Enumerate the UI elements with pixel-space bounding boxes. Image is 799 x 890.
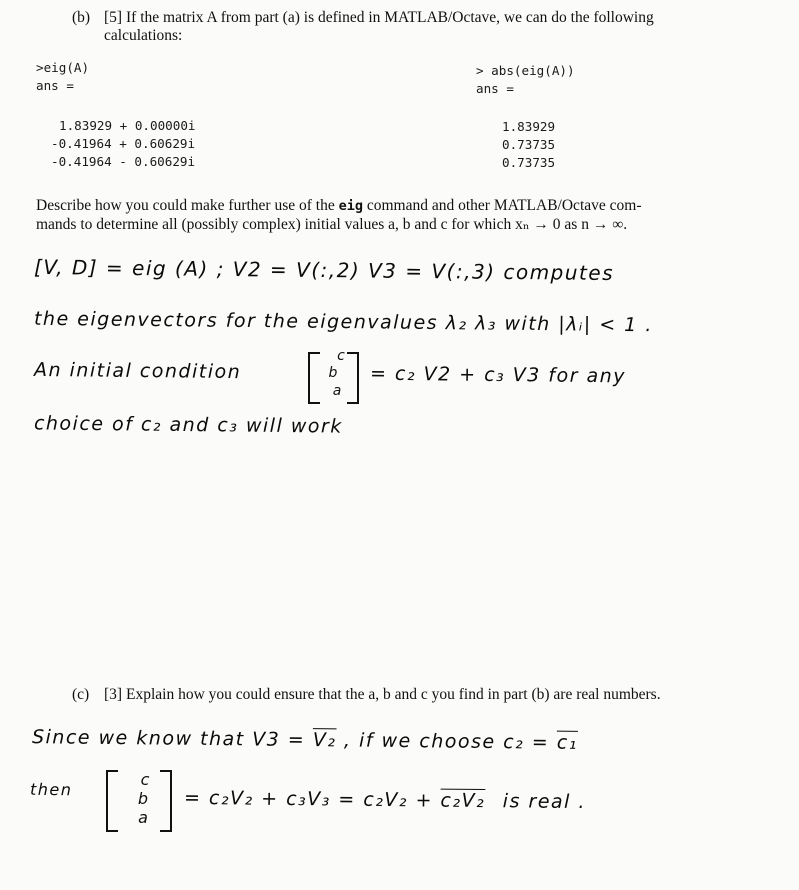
conjugate-term: c₂V₂	[440, 789, 486, 813]
vector2-entry-a: a	[138, 808, 148, 827]
answer-c-line2-a: = c₂V₂ + c₃V₃ = c₂V₂ +	[183, 786, 434, 812]
vector2-right-bracket	[160, 770, 172, 832]
matlab-right-row-2: 0.73735	[502, 137, 556, 152]
answer-c-line1-b: , if we choose c₂ =	[343, 729, 550, 754]
vector1-entry-b: b	[328, 365, 338, 381]
answer-b-line1: [V, D] = eig (A) ; V2 = V(:,2) V3 = V(:,3) computes	[33, 254, 615, 286]
answer-c-line1-a: Since we know that V3 =	[31, 726, 306, 752]
eig-command: eig	[338, 198, 363, 214]
answer-c-line2	[184, 787, 586, 813]
vector1-right-bracket	[347, 352, 359, 404]
answer-b-line3-left: An initial condition	[33, 358, 242, 384]
part-c-label: (c)	[72, 686, 90, 703]
c1-conjugate: c₁	[556, 731, 578, 754]
answer-b-line3-right: = c₂ V2 + c₃ V3 for any	[369, 362, 627, 388]
part-b-question-line2: calculations:	[104, 27, 183, 44]
vector1-left-bracket	[308, 352, 320, 404]
matlab-left-row-1: 1.83929 + 0.00000i	[59, 118, 196, 133]
matlab-left-ans: ans =	[36, 78, 74, 93]
answer-c-line1	[32, 726, 578, 754]
part-b-points: [5]	[104, 9, 123, 26]
answer-b-line2: the eigenvectors for the eigenvalues λ₂ λ₃ with |λᵢ| < 1 .	[33, 307, 654, 337]
vector1-entry-c: c	[337, 348, 345, 364]
vector2-entry-c: c	[140, 770, 150, 789]
vector2-left-bracket	[106, 770, 118, 832]
v2-conjugate: V₂	[312, 729, 337, 752]
part-b-label: (b)	[72, 9, 91, 26]
part-c-question: Explain how you could ensure that the a, b and c you find in part (b) are real numbers.	[126, 686, 661, 703]
matlab-right-row-3: 0.73735	[502, 155, 556, 170]
matlab-right-row-1: 1.83929	[502, 119, 556, 134]
question-b-line1-post: command and other MATLAB/Octave com-	[366, 197, 642, 214]
question-b-line2: mands to determine all (possibly complex) initial values a, b and c for which xₙ → 0 as n → ∞.	[36, 216, 628, 233]
matlab-right-command: > abs(eig(A))	[476, 63, 575, 78]
answer-b-line4: choice of c₂ and c₃ will work	[33, 412, 343, 438]
part-c-points: [3]	[104, 686, 123, 703]
matlab-right-ans: ans =	[476, 81, 514, 96]
vector1-entry-a: a	[332, 383, 342, 399]
question-b-line1-pre: Describe how you could make further use of the	[36, 197, 335, 214]
part-b-question-line1: If the matrix A from part (a) is defined in MATLAB/Octave, we can do the following	[126, 9, 654, 26]
vector2-entry-b: b	[137, 789, 149, 808]
matlab-left-row-2: -0.41964 + 0.60629i	[51, 136, 196, 151]
matlab-left-row-3: -0.41964 - 0.60629i	[51, 154, 196, 169]
answer-c-then: then	[29, 779, 73, 800]
question-b-line1	[36, 197, 641, 215]
answer-c-line2-b: is real .	[502, 790, 587, 814]
matlab-left-command: >eig(A)	[36, 60, 90, 75]
